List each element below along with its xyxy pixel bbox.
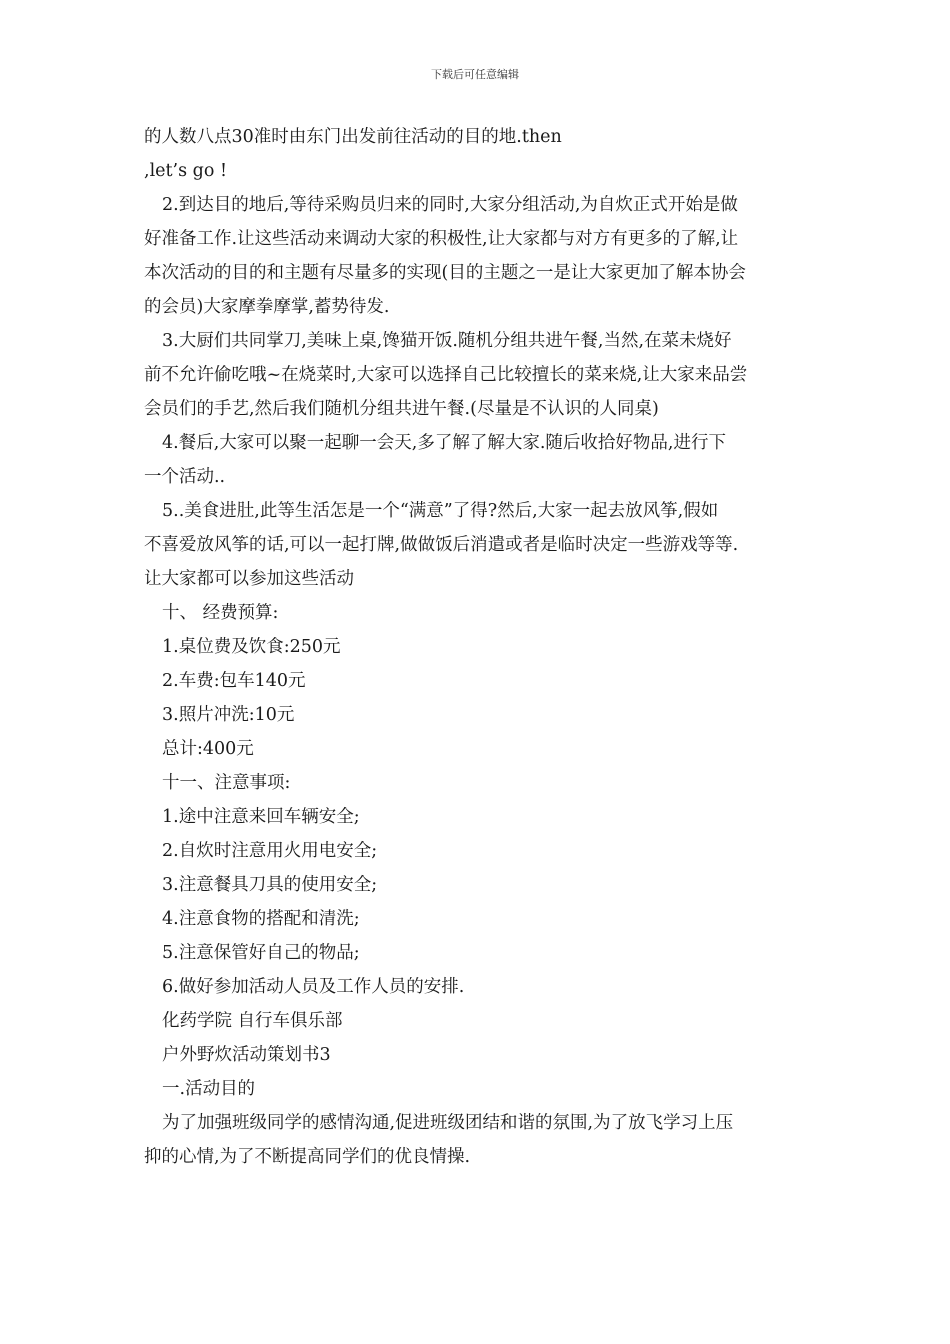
text-line: 十、 经费预算: — [162, 603, 279, 623]
text-line: 2.车费:包车140元 — [162, 671, 306, 691]
text-line: 的会员)大家摩拳摩掌,蓄势待发. — [144, 297, 390, 317]
text-line: 十一、注意事项: — [162, 773, 291, 793]
text-line: 让大家都可以参加这些活动 — [144, 569, 354, 589]
document-body — [144, 120, 810, 1174]
text-line: 2.自炊时注意用火用电安全; — [162, 841, 378, 861]
text-line: 3.大厨们共同掌刀,美味上桌,馋猫开饭.随机分组共进午餐,当然,在菜未烧好 — [162, 331, 732, 351]
text-line: 5..美食进肚,此等生活怎是一个“满意”了得?然后,大家一起去放风筝,假如 — [162, 501, 719, 521]
text-line: ,let’s go ! — [144, 161, 227, 181]
text-line: 户外野炊活动策划书3 — [162, 1045, 331, 1065]
text-line: 本次活动的目的和主题有尽量多的实现(目的主题之一是让大家更加了解本协会 — [144, 263, 746, 283]
text-line: 为了加强班级同学的感情沟通,促进班级团结和谐的氛围,为了放飞学习上压 — [162, 1113, 734, 1133]
text-line: 5.注意保管好自己的物品; — [162, 943, 360, 963]
text-line: 4.餐后,大家可以聚一起聊一会天,多了解了解大家.随后收拾好物品,进行下 — [162, 433, 726, 453]
text-line: 不喜爱放风筝的话,可以一起打牌,做做饭后消遣或者是临时决定一些游戏等等. — [144, 535, 739, 555]
text-line: 1.桌位费及饮食:250元 — [162, 637, 341, 657]
text-line: 化药学院 自行车俱乐部 — [162, 1011, 343, 1031]
text-line: 3.注意餐具刀具的使用安全; — [162, 875, 378, 895]
text-line: 好准备工作.让这些活动来调动大家的积极性,让大家都与对方有更多的了解,让 — [144, 229, 739, 249]
text-line: 1.途中注意来回车辆安全; — [162, 807, 360, 827]
text-line: 2.到达目的地后,等待采购员归来的同时,大家分组活动,为自炊正式开始是做 — [162, 195, 738, 215]
text-line: 会员们的手艺,然后我们随机分组共进午餐.(尽量是不认识的人同桌) — [144, 399, 659, 419]
text-line: 一.活动目的 — [162, 1079, 256, 1099]
text-line: 抑的心情,为了不断提高同学们的优良情操. — [144, 1147, 471, 1167]
text-line: 总计:400元 — [162, 739, 254, 759]
text-line: 一个活动.. — [144, 467, 226, 487]
page-header: 下载后可任意编辑 — [431, 68, 519, 81]
text-line: 6.做好参加活动人员及工作人员的安排. — [162, 977, 465, 997]
text-line: 4.注意食物的搭配和清洗; — [162, 909, 360, 929]
text-line: 3.照片冲洗:10元 — [162, 705, 295, 725]
text-line: 前不允许偷吃哦~在烧菜时,大家可以选择自己比较擅长的菜来烧,让大家来品尝 — [144, 365, 748, 385]
text-line: 的人数八点30准时由东门出发前往活动的目的地.then — [144, 127, 562, 147]
